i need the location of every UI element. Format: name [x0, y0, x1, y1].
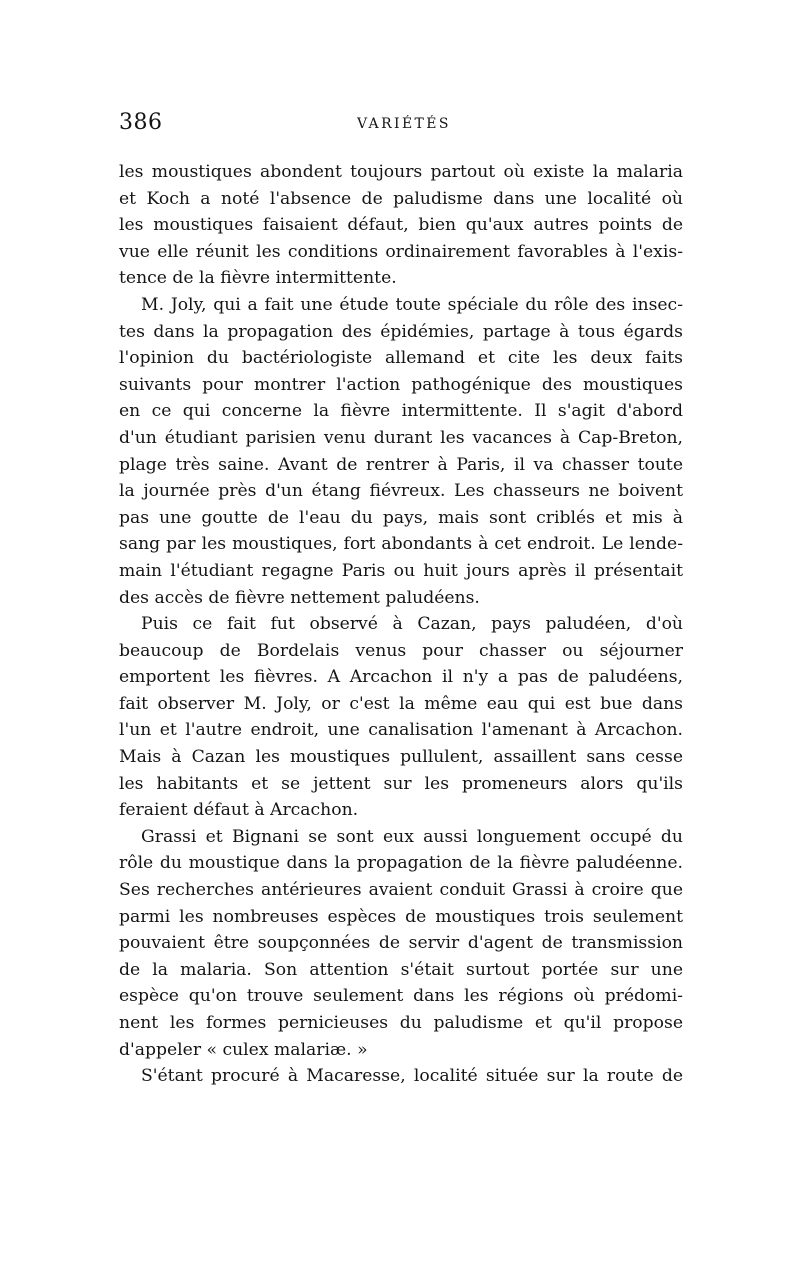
- text-line: fait observer M. Joly, or c'est la même eau qui est bue dans: [119, 693, 683, 714]
- text-line: pas une goutte de l'eau du pays, mais sont criblés et mis à: [119, 507, 683, 528]
- text-line: pouvaient être soupçonnées de servir d'agent de transmission: [119, 933, 683, 954]
- paragraph: [119, 1063, 683, 1090]
- paragraph: [119, 159, 683, 292]
- text-line: Grassi et Bignani se sont eux aussi longuement occupé du: [141, 826, 683, 847]
- text-line: les habitants et se jettent sur les promeneurs alors qu'ils: [119, 773, 683, 794]
- paragraph: [119, 824, 683, 1063]
- text-line: vue elle réunit les conditions ordinairement favorables à l'exis-: [119, 241, 683, 262]
- paragraph: [119, 611, 683, 824]
- text-line: beaucoup de Bordelais venus pour chasser ou séjourner: [119, 640, 683, 661]
- text-line: de la malaria. Son attention s'était surtout portée sur une: [119, 959, 683, 980]
- text-line: l'opinion du bactériologiste allemand et cite les deux faits: [119, 348, 683, 369]
- text-line: espèce qu'on trouve seulement dans les régions où prédomi-: [119, 986, 683, 1007]
- page-number: 386: [119, 110, 163, 135]
- running-head: VARIÉTÉS: [357, 116, 451, 132]
- text-line: emportent les fièvres. A Arcachon il n'y a pas de paludéens,: [119, 667, 683, 688]
- text-line: et Koch a noté l'absence de paludisme dans une localité où: [119, 188, 683, 209]
- text-line: nent les formes pernicieuses du paludisme et qu'il propose: [119, 1013, 683, 1033]
- page-header: [119, 104, 681, 144]
- text-line: les moustiques abondent toujours partout où existe la malaria: [119, 162, 683, 182]
- text-line: suivants pour montrer l'action pathogénique des moustiques: [119, 374, 683, 395]
- text-line: M. Joly, qui a fait une étude toute spéciale du rôle des insec-: [141, 294, 683, 315]
- text-line: rôle du moustique dans la propagation de la fièvre paludéenne.: [119, 853, 683, 874]
- text-line: des accès de fièvre nettement paludéens.: [119, 587, 480, 608]
- text-line: main l'étudiant regagne Paris ou huit jours après il présentait: [119, 560, 683, 581]
- text-line: d'appeler « culex malariæ. »: [119, 1039, 368, 1060]
- text-line: feraient défaut à Arcachon.: [119, 800, 359, 821]
- text-line: plage très saine. Avant de rentrer à Paris, il va chasser toute: [119, 454, 683, 475]
- text-line: sang par les moustiques, fort abondants à cet endroit. Le lende-: [119, 534, 683, 555]
- text-line: S'étant procuré à Macaresse, localité située sur la route de: [141, 1066, 683, 1087]
- body-text: [119, 159, 683, 1090]
- text-line: parmi les nombreuses espèces de moustiques trois seulement: [119, 906, 683, 927]
- text-line: Puis ce fait fut observé à Cazan, pays paludéen, d'où: [141, 614, 683, 635]
- text-line: tes dans la propagation des épidémies, partage à tous égards: [119, 321, 683, 342]
- paragraph: [119, 292, 683, 611]
- text-line: tence de la fièvre intermittente.: [119, 268, 397, 289]
- text-line: les moustiques faisaient défaut, bien qu'aux autres points de: [119, 215, 683, 236]
- text-line: Mais à Cazan les moustiques pullulent, assaillent sans cesse: [119, 747, 683, 768]
- text-line: l'un et l'autre endroit, une canalisation l'amenant à Arcachon.: [119, 720, 683, 741]
- text-line: la journée près d'un étang fiévreux. Les chasseurs ne boivent: [119, 481, 683, 502]
- text-line: en ce qui concerne la fièvre intermittente. Il s'agit d'abord: [119, 401, 683, 422]
- text-line: Ses recherches antérieures avaient conduit Grassi à croire que: [119, 880, 683, 901]
- text-line: d'un étudiant parisien venu durant les vacances à Cap-Breton,: [119, 427, 683, 448]
